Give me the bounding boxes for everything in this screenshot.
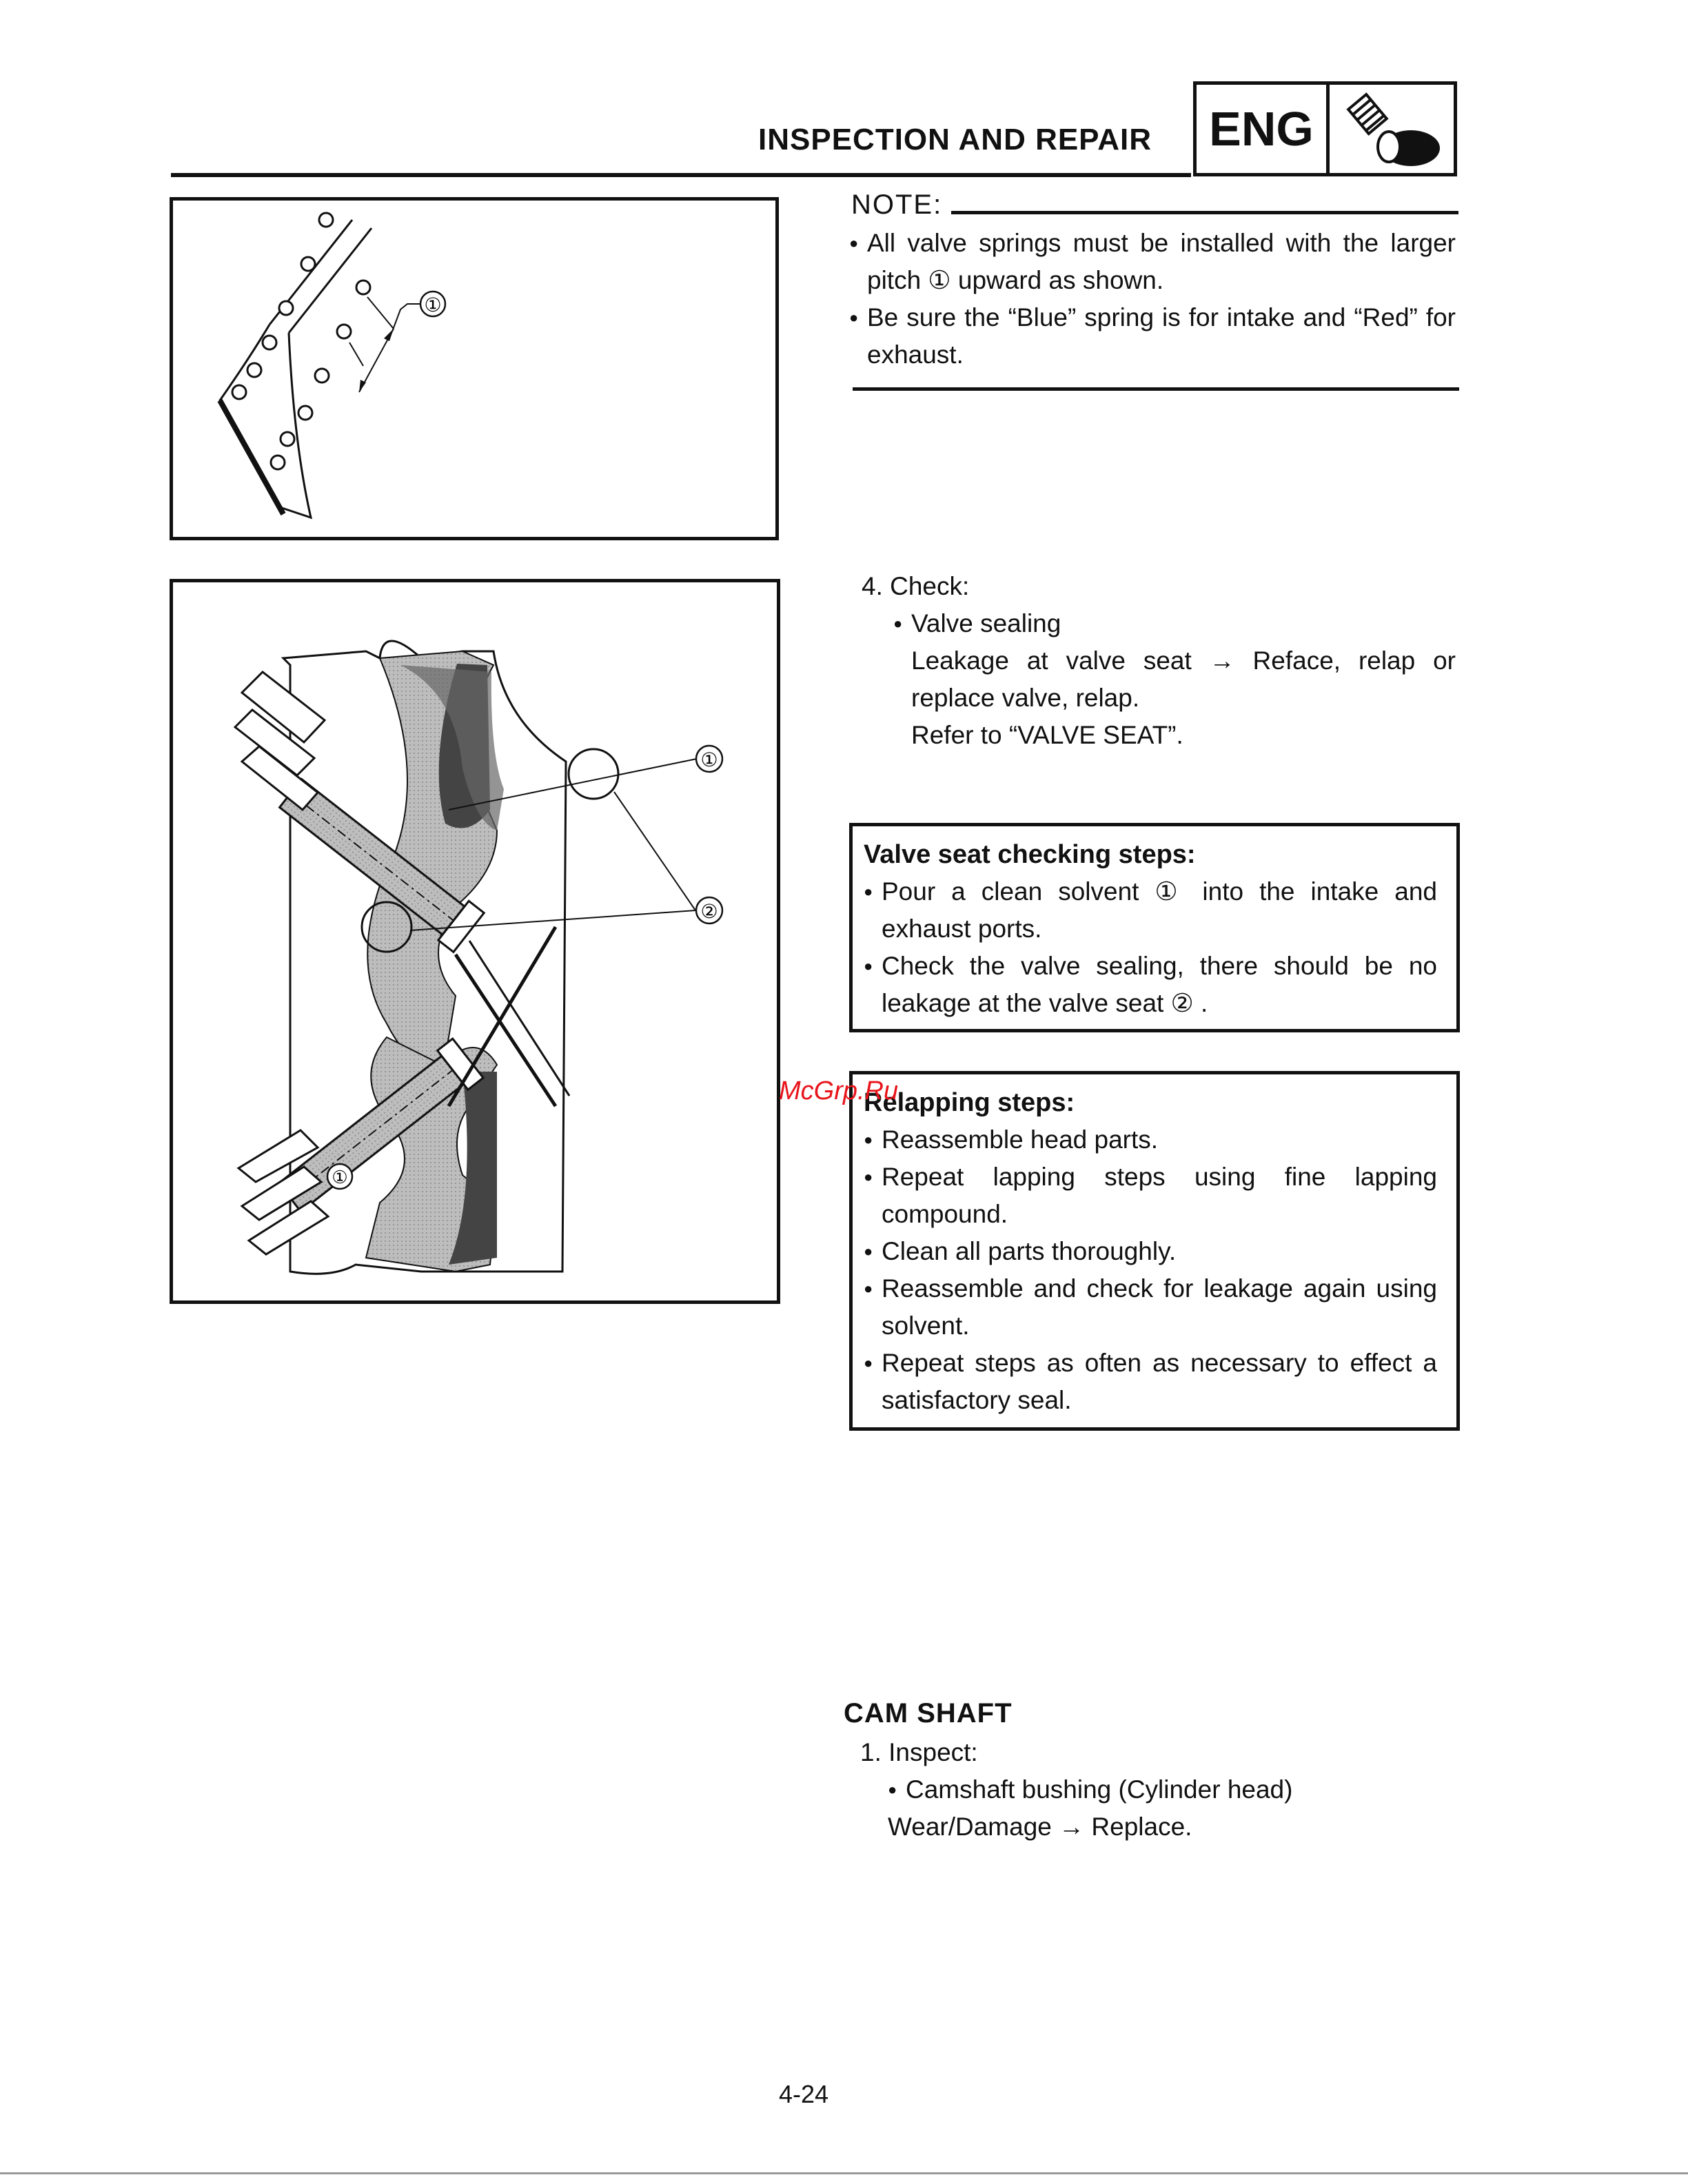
- valve-spring-diagram: [173, 201, 775, 537]
- relapping-step: ● Reassemble head parts.: [864, 1121, 1437, 1159]
- valve-seat-steps-box: [849, 823, 1460, 1032]
- valve-seat-step: ● Pour a clean solvent ① into the intake and exhaust ports.: [864, 873, 1437, 948]
- check-line: Refer to “VALVE SEAT”.: [911, 721, 1183, 749]
- note-rule-top: [951, 211, 1458, 214]
- relapping-step: ● Repeat steps as often as necessary to effect a satisfactory seal.: [864, 1345, 1437, 1419]
- note-item: ● All valve springs must be installed with the larger pitch ① upward as shown.: [849, 225, 1456, 299]
- cam-shaft-section: [860, 1734, 1453, 1846]
- header-rule: [171, 173, 1191, 177]
- valve-seat-figure: [170, 579, 780, 1304]
- check-bullet: ● Valve sealing: [893, 605, 1456, 642]
- page-number: 4-24: [779, 2080, 829, 2108]
- relapping-steps-title: Relapping steps:: [864, 1088, 1075, 1117]
- cam-shaft-title: CAM SHAFT: [844, 1698, 1013, 1728]
- section-badge: ENG: [1193, 81, 1330, 176]
- relapping-steps-box: [849, 1071, 1460, 1431]
- solvent-callout: ①: [332, 1167, 348, 1187]
- valve-seat-step: ● Check the valve sealing, there should be no leakage at the valve seat ② .: [864, 948, 1437, 1022]
- spring-callout: ①: [424, 295, 442, 316]
- cam-shaft-result: Wear/Damage → Replace.: [888, 1813, 1192, 1841]
- callout-2: ②: [700, 901, 718, 923]
- valve-seat-steps-title: Valve seat checking steps:: [864, 840, 1196, 869]
- cam-shaft-bullet: ● Camshaft bushing (Cylinder head): [888, 1771, 1453, 1808]
- engine-icon-box: [1330, 81, 1457, 176]
- valve-spring-figure: [170, 197, 779, 540]
- callout-1: ①: [700, 750, 718, 771]
- watermark: McGrp.Ru: [779, 1076, 899, 1105]
- note-rule-bottom: [853, 387, 1459, 391]
- check-line: Leakage at valve seat → Reface, relap or replace valve, relap.: [911, 646, 1456, 712]
- note-item: ● Be sure the “Blue” spring is for intake and “Red” for exhaust.: [849, 299, 1456, 374]
- note-label: NOTE:: [851, 190, 943, 220]
- engine-icon: [1330, 85, 1454, 173]
- cylinder-head-diagram: [173, 582, 777, 1300]
- relapping-step: ● Repeat lapping steps using fine lapping compound.: [864, 1159, 1437, 1233]
- relapping-step: ● Reassemble and check for leakage again using solvent.: [864, 1270, 1437, 1345]
- check-section: [862, 568, 1456, 754]
- page-title: INSPECTION AND REPAIR: [758, 123, 1152, 156]
- note-list: [849, 225, 1456, 374]
- check-heading: 4. Check:: [862, 572, 970, 600]
- cam-shaft-step: 1. Inspect:: [860, 1738, 978, 1766]
- relapping-step: ● Clean all parts thoroughly.: [864, 1233, 1437, 1270]
- bottom-rule: [0, 2172, 1688, 2174]
